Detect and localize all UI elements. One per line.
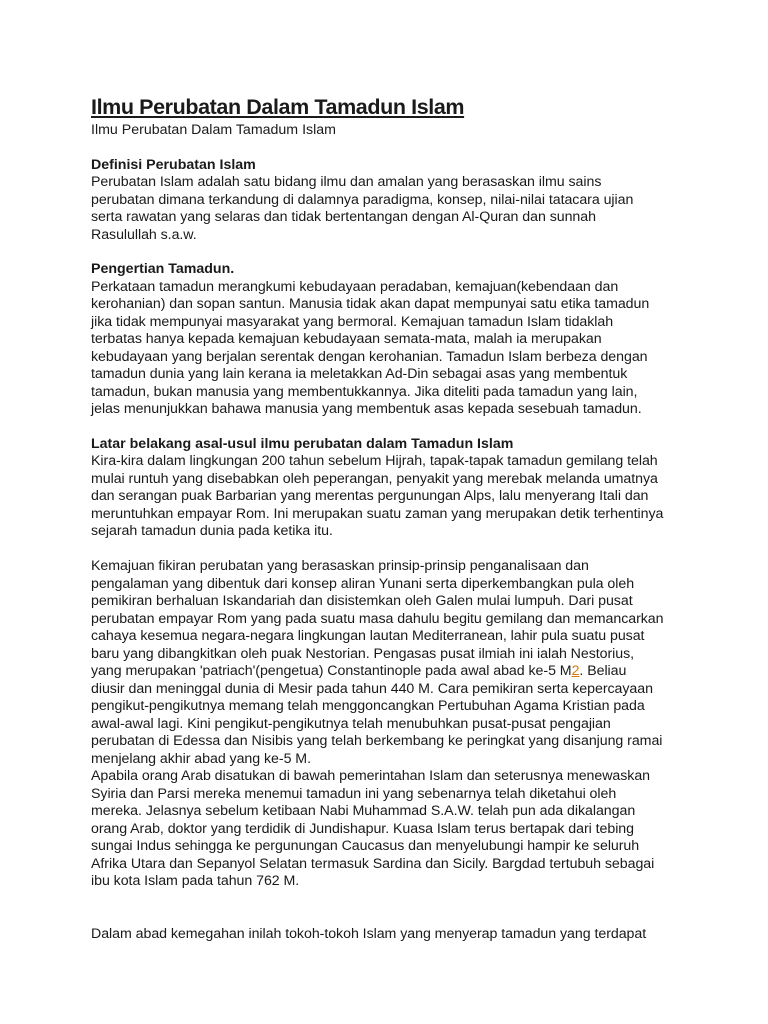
text-line: kebudayaan yang berjalan serentak dengan kerohanian. Tamadun Islam berbeza dengan [91,348,648,365]
section-heading: Definisi Perubatan Islam [91,156,256,173]
paragraph [91,174,691,244]
text-line: pemikiran berhaluan Iskandariah dan disistemkan oleh Galen mulai lumpuh. Dari pusat [91,593,633,609]
text-line: jelas menunjukkan bahawa manusia yang membentuk asas kepada sesebuah tamadun. [91,401,642,417]
text-line: pengikut-pengikutnya memang telah menggoncangkan Pertubuhan Agama Kristian pada [91,698,645,714]
text-line-with-ref [91,663,691,681]
text-line: sungai Indus sehingga ke pergunungan Caucasus dan menyelubungi hampir ke seluruh [91,838,640,854]
paragraph-gap [91,891,691,909]
text-line: terbatas hanya kepada kemajuan kebudayaan semata-mata, malah ia merupakan [91,331,602,347]
text-line: menjelang akhir abad yang ke-5 M. [91,750,311,767]
text-fragment: . Beliau [579,663,627,679]
text-line: mereka. Jelasnya sebelum ketibaan Nabi Muhammad S.A.W. telah pun ada dikalangan [91,803,636,819]
text-line: perubatan dimana terkandung di dalamnya paradigma, konsep, nilai-nilai tatacara ujian [91,191,634,208]
paragraph [91,453,691,541]
document-title: Ilmu Perubatan Dalam Tamadun Islam [91,95,465,119]
text-line: cahaya kesemua negara-negara lingkungan lautan Mediterranean, lahir pula suatu pusat [91,628,645,644]
text-line: Perkataan tamadun merangkumi kebudayaan peradaban, kemajuan(kebendaan dan [91,278,619,295]
document-page [91,94,691,943]
paragraph-gap [91,908,691,926]
text-line: serta rawatan yang selaras dan tidak bertentangan dengan Al-Quran dan sunnah [91,209,596,225]
text-line: Rasulullah s.a.w. [91,226,197,243]
text-line: orang Arab, doktor yang terdidik di Jundishapur. Kuasa Islam terus bertapak dari tebing [91,820,634,837]
paragraph-gap [91,541,691,559]
text-line: kerohanian) dan sopan santun. Manusia tidak akan dapat mempunyai satu etika tamadun [91,296,650,312]
text-line: Syiria dan Parsi mereka menemui tamadun ini yang sebenarnya telah diketahui oleh [91,785,617,802]
text-line: Afrika Utara dan Sepanyol Selatan termasuk Sardina dan Sicily. Bargdad tertubuh sebagai [91,855,655,872]
text-line: sejarah tamadun dunia pada ketika itu. [91,523,333,539]
section-latar-belakang [91,436,691,944]
text-line: dan serangan puak Barbarian yang merentas pergunungan Alps, lalu menyerang Itali dan [91,488,649,504]
text-line: Apabila orang Arab disatukan di bawah pemerintahan Islam dan seterusnya menewaskan [91,768,651,784]
paragraph [91,768,691,891]
section-heading: Pengertian Tamadun. [91,261,235,277]
paragraph [91,279,691,419]
text-line: Dalam abad kemegahan inilah tokoh-tokoh Islam yang menyerap tamadun yang terdapat [91,925,647,942]
text-line: Kira-kira dalam lingkungan 200 tahun sebelum Hijrah, tapak-tapak tamadun gemilang telah [91,453,658,469]
section-pengertian [91,261,691,419]
text-line: jika tidak mempunyai masyarakat yang bermoral. Kemajuan tamadun Islam tidaklah [91,313,614,330]
paragraph [91,558,691,768]
text-fragment: yang merupakan 'patriach'(pengetua) Constantinople pada awal abad ke-5 M [91,663,572,679]
text-line: Kemajuan fikiran perubatan yang berasaskan prinsip-prinsip penganalisaan dan [91,558,589,574]
text-line: perubatan di Edessa dan Nisibis yang telah berkembang ke peringkat yang disanjung ramai [91,733,663,749]
text-line: Perubatan Islam adalah satu bidang ilmu dan amalan yang berasaskan ilmu sains [91,174,602,190]
text-line: awal-awal lagi. Kini pengikut-pengikutnya telah menubuhkan pusat-pusat pengajian [91,715,611,732]
text-line: pengalaman yang dibentuk dari konsep aliran Yunani serta diperkembangkan pula oleh [91,575,635,592]
section-definisi [91,157,691,245]
text-line: meruntuhkan empayar Rom. Ini merupakan suatu zaman yang merupakan detik terhentinya [91,505,664,522]
text-line: ibu kota Islam pada tahun 762 M. [91,873,300,889]
section-heading: Latar belakang asal-usul ilmu perubatan dalam Tamadun Islam [91,435,514,452]
text-line: baru yang dibangkitkan oleh puak Nestorian. Pengasas pusat ilmiah ini ialah Nestorius, [91,645,635,662]
text-line: tamadun, bukan manusia yang membentukkannya. Jika diteliti pada tamadun yang lain, [91,383,638,400]
paragraph [91,926,691,944]
footnote-ref-link[interactable]: 2 [571,663,580,679]
text-line: tamadun dunia yang lain kerana ia meletakkan Ad-Din sebagai asas yang membentuk [91,366,628,382]
document-subtitle: Ilmu Perubatan Dalam Tamadum Islam [91,122,336,138]
text-line: mulai runtuh yang disebabkan oleh peperangan, penyakit yang merebak melanda umatnya [91,470,658,487]
text-line: diusir dan meninggal dunia di Mesir pada tahun 440 M. Cara pemikiran serta kepercayaan [91,680,653,697]
text-line: perubatan empayar Rom yang pada suatu masa dahulu begitu gemilang dan memancarkan [91,610,664,627]
